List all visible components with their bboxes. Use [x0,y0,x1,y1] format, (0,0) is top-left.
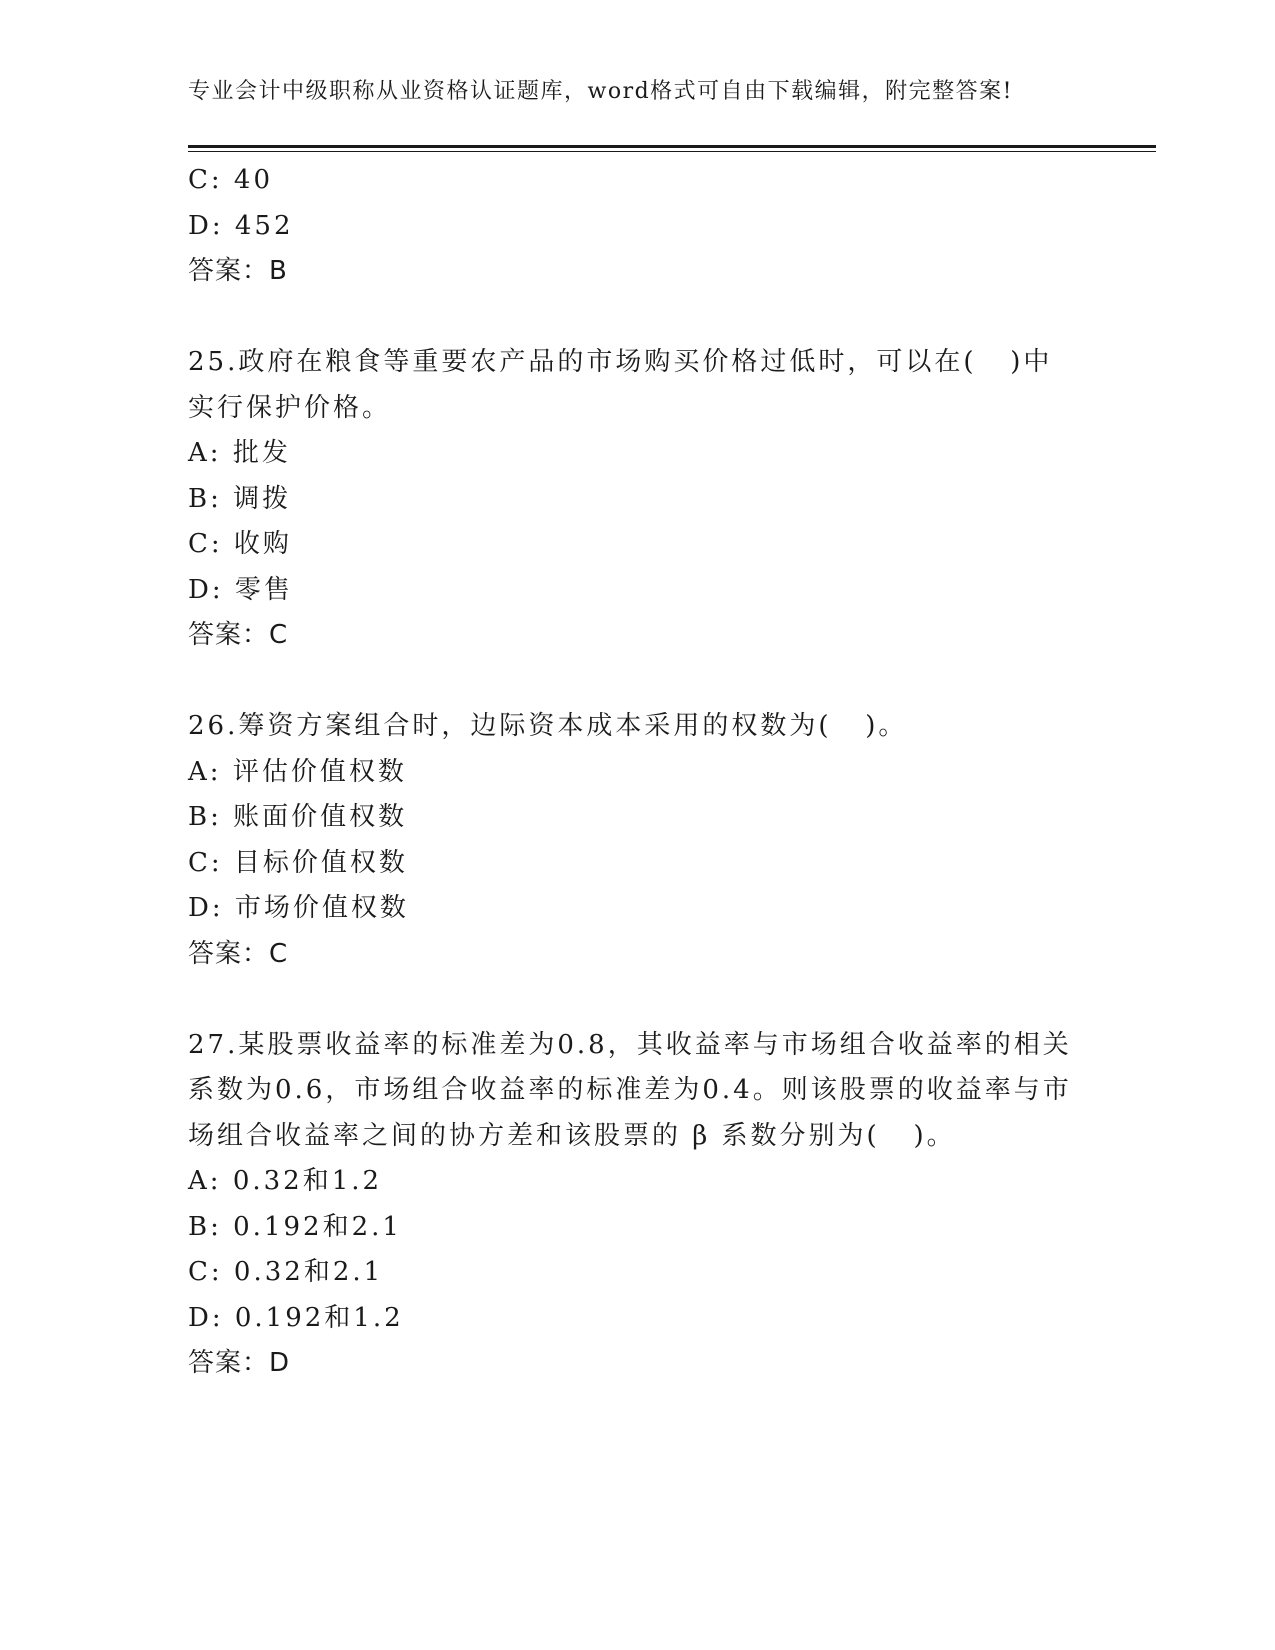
question-25 [188,340,1088,659]
question-stem-line: 系数为0.6，市场组合收益率的标准差为0.4。则该股票的收益率与市 [188,1075,1072,1105]
option-label: C: [188,1257,223,1287]
question-26 [188,704,1088,977]
page-header: 专业会计中级职称从业资格认证题库，word格式可自由下载编辑，附完整答案! [188,79,1014,104]
option-line [188,1250,1088,1296]
option-label: D: [188,893,224,923]
option-text: 评估价值权数 [232,756,407,787]
option-line [188,886,1088,932]
option-line [188,431,1088,477]
option-line [188,1159,1088,1205]
option-label: C: [188,529,223,559]
option-text: 收购 [233,529,292,559]
option-text: 0.192和1.2 [234,1302,404,1333]
option-label: D: [188,574,224,605]
question-stem-line: 27.某股票收益率的标准差为0.8，其收益率与市场组合收益率的相关 [188,1029,1072,1060]
option-line [188,568,1088,614]
option-line [188,477,1088,523]
spacer [188,659,1088,705]
option-label: B: [188,802,222,832]
option-line [188,1296,1088,1342]
option-label: B: [188,483,222,514]
option-text: 账面价值权数 [233,802,408,832]
question-stem-line: 25.政府在粮食等重要农产品的市场购买价格过低时，可以在( )中 [188,347,1053,377]
option-label: C: [188,847,223,878]
option-line [188,841,1088,887]
option-text: 0.32和2.1 [233,1257,384,1287]
option-line [188,750,1088,796]
header-rule-thick [188,145,1156,148]
option-label: D: [188,210,224,241]
option-text: 0.192和2.1 [233,1211,402,1242]
option-label: B: [188,1211,222,1242]
answer-line: 答案：C [188,620,289,650]
option-text: 零售 [234,574,293,605]
question-27 [188,1023,1088,1387]
answer-line: 答案：C [188,938,289,969]
answer-line: 答案：B [188,256,288,286]
question-content [188,158,1088,1387]
question-stem-line: 实行保护价格。 [188,392,392,423]
question-stem-line: 场组合收益率之间的协方差和该股票的 β 系数分别为( )。 [188,1120,956,1151]
spacer [188,295,1088,341]
option-label: A: [188,756,222,787]
option-text: 目标价值权数 [233,847,408,878]
option-line [188,795,1088,841]
option-text: 0.32和1.2 [232,1166,383,1196]
option-line [188,522,1088,568]
spacer [188,977,1088,1023]
option-text: 调拨 [233,483,292,514]
option-line [188,204,1088,250]
answer-line: 答案：D [188,1348,291,1378]
option-line [188,1205,1088,1251]
option-line [188,158,1088,204]
header-rule-thin [188,151,1156,152]
question-stem-line: 26.筹资方案组合时，边际资本成本采用的权数为( )。 [188,711,908,741]
option-label: D: [188,1302,224,1333]
option-text: 批发 [232,438,291,468]
option-label: C: [188,165,223,195]
option-text: 452 [234,210,294,241]
option-text: 市场价值权数 [234,893,409,923]
option-label: A: [188,438,222,468]
option-label: A: [188,1166,222,1196]
prev-question-tail [188,158,1088,295]
option-text: 40 [233,165,274,195]
